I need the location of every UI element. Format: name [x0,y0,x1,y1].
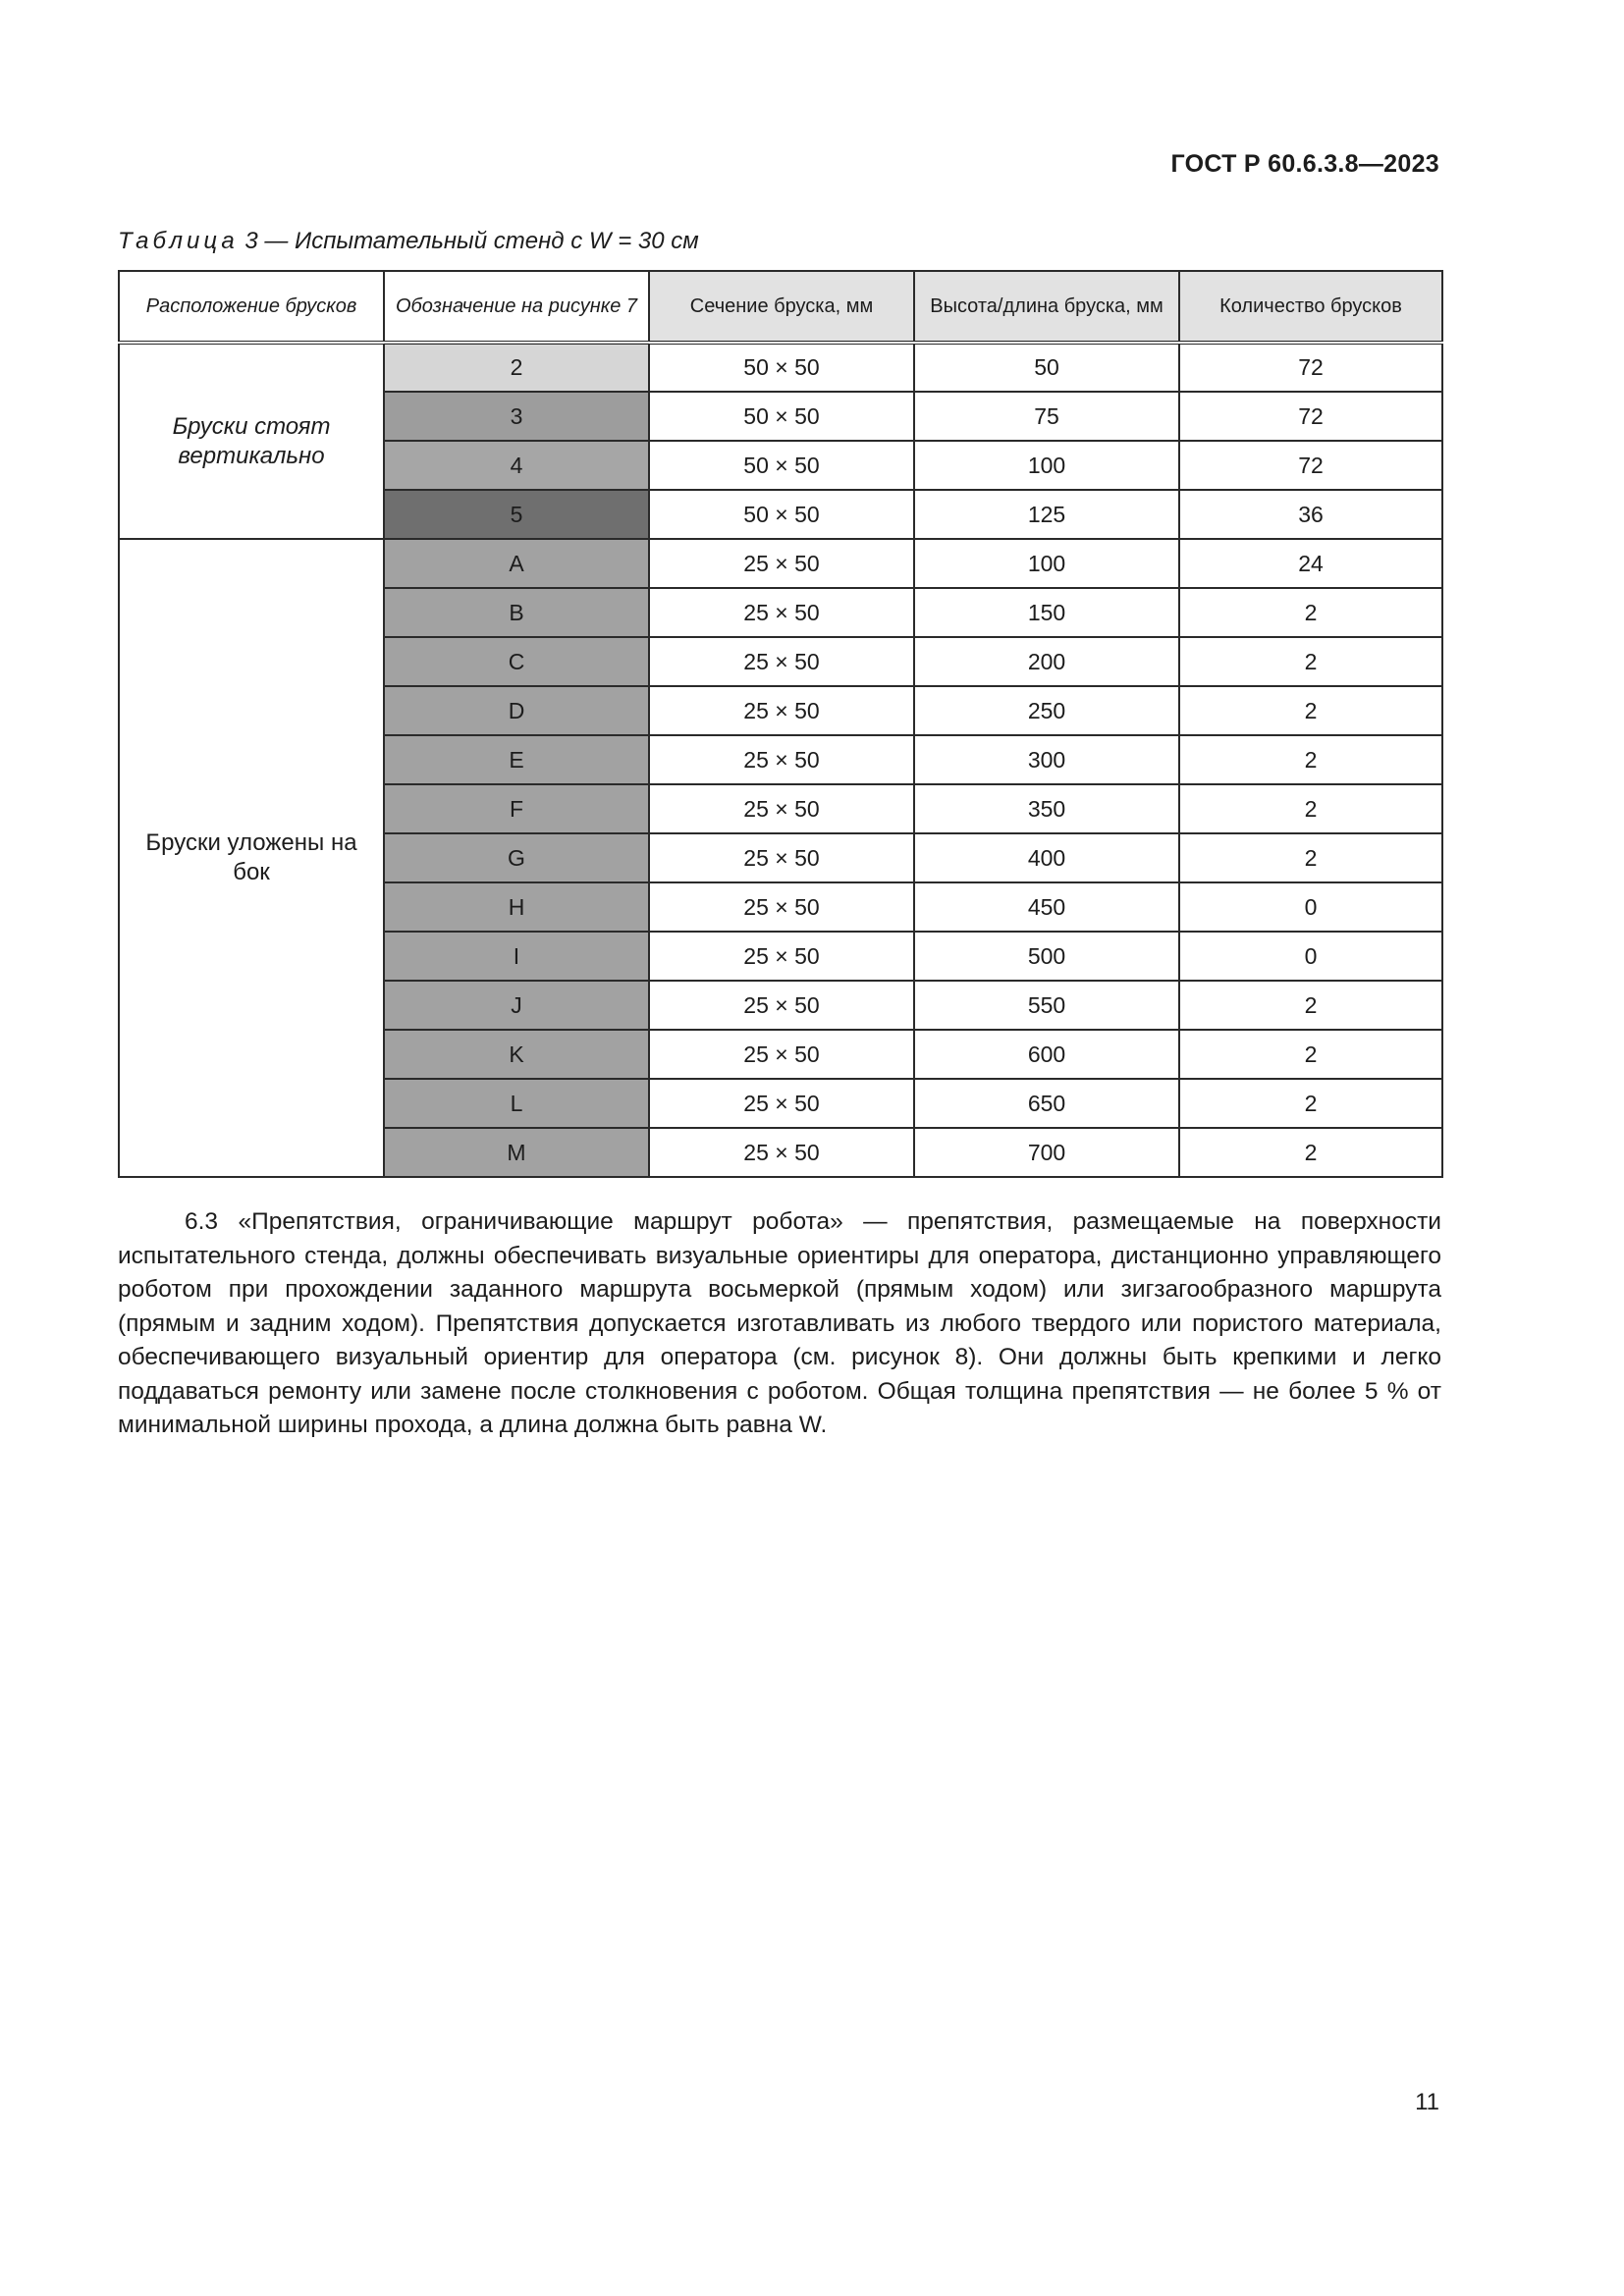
count-cell: 72 [1179,441,1442,490]
section-cell: 25 × 50 [649,1030,914,1079]
count-cell: 2 [1179,833,1442,882]
count-cell: 72 [1179,392,1442,441]
size-cell: 400 [914,833,1179,882]
header-height-length: Высота/длина бруска, мм [914,271,1179,343]
count-cell: 2 [1179,1128,1442,1177]
count-cell: 24 [1179,539,1442,588]
table-row [119,343,1442,392]
count-cell: 2 [1179,735,1442,784]
header-placement: Расположение бруcков [119,271,384,343]
table-row [119,539,1442,588]
count-cell: 36 [1179,490,1442,539]
size-cell: 500 [914,932,1179,981]
size-cell: 250 [914,686,1179,735]
mark-cell: E [384,735,649,784]
count-cell: 2 [1179,637,1442,686]
size-cell: 650 [914,1079,1179,1128]
mark-cell: 4 [384,441,649,490]
header-section: Сечение бруска, мм [649,271,914,343]
count-cell: 2 [1179,784,1442,833]
count-cell: 2 [1179,1079,1442,1128]
document-code: ГОСТ Р 60.6.3.8—2023 [1170,150,1439,178]
section-cell: 25 × 50 [649,588,914,637]
mark-cell: D [384,686,649,735]
size-cell: 350 [914,784,1179,833]
mark-cell: K [384,1030,649,1079]
mark-cell: 3 [384,392,649,441]
mark-cell: J [384,981,649,1030]
page-number: 11 [1415,2089,1439,2115]
size-cell: 450 [914,882,1179,932]
mark-cell: F [384,784,649,833]
section-cell: 50 × 50 [649,441,914,490]
count-cell: 2 [1179,686,1442,735]
section-cell: 50 × 50 [649,490,914,539]
table-caption-title: 3 — Испытательный стенд с W = 30 см [238,228,699,254]
size-cell: 100 [914,441,1179,490]
size-cell: 200 [914,637,1179,686]
count-cell: 0 [1179,932,1442,981]
beams-table [118,270,1443,1178]
count-cell: 2 [1179,588,1442,637]
size-cell: 125 [914,490,1179,539]
size-cell: 75 [914,392,1179,441]
section-cell: 50 × 50 [649,392,914,441]
size-cell: 150 [914,588,1179,637]
section-cell: 25 × 50 [649,637,914,686]
mark-cell: 2 [384,343,649,392]
table-caption-word: Таблица [118,228,239,254]
mark-cell: L [384,1079,649,1128]
count-cell: 2 [1179,981,1442,1030]
section-cell: 25 × 50 [649,686,914,735]
section-cell: 25 × 50 [649,539,914,588]
section-cell: 25 × 50 [649,981,914,1030]
table-header-row [119,271,1442,343]
section-cell: 25 × 50 [649,833,914,882]
group-side: Бруски уложены на бок [119,539,384,1177]
mark-cell: H [384,882,649,932]
mark-cell: B [384,588,649,637]
section-cell: 25 × 50 [649,1079,914,1128]
section-cell: 50 × 50 [649,343,914,392]
section-cell: 25 × 50 [649,735,914,784]
header-designation: Обозначение на рисунке 7 [384,271,649,343]
mark-cell: G [384,833,649,882]
size-cell: 50 [914,343,1179,392]
size-cell: 700 [914,1128,1179,1177]
mark-cell: A [384,539,649,588]
table-caption [118,228,699,255]
mark-cell: C [384,637,649,686]
group-vertical: Бруски стоят вертикально [119,343,384,539]
section-cell: 25 × 50 [649,932,914,981]
section-cell: 25 × 50 [649,882,914,932]
count-cell: 2 [1179,1030,1442,1079]
size-cell: 100 [914,539,1179,588]
mark-cell: I [384,932,649,981]
section-6-3-paragraph: 6.3 «Препятствия, ограничивающие маршрут робота» — препятствия, размещаемые на поверхности испытательного стенда, должны обеспечивать визуальные ориентиры для оператора, дистанционно управляющего роботом при прохождении заданного маршрута восьмеркой (прямым ходом) или зигзагообразного маршрута (прямым и задним ходом). Препятствия допускается изготавливать из любого твердого или пористого материала, обеспечивающего визуальный ориентир для оператора (см. рисунок 8). Они должны быть крепкими и легко поддаваться ремонту или замене после столкновения с роботом. Общая толщина препятствия — не более 5 % от минимальной ширины прохода, а длина должна быть равна W. [118,1208,1441,1438]
count-cell: 72 [1179,343,1442,392]
section-cell: 25 × 50 [649,1128,914,1177]
count-cell: 0 [1179,882,1442,932]
mark-cell: M [384,1128,649,1177]
section-cell: 25 × 50 [649,784,914,833]
size-cell: 600 [914,1030,1179,1079]
header-count: Количество брусков [1179,271,1442,343]
mark-cell: 5 [384,490,649,539]
size-cell: 550 [914,981,1179,1030]
size-cell: 300 [914,735,1179,784]
